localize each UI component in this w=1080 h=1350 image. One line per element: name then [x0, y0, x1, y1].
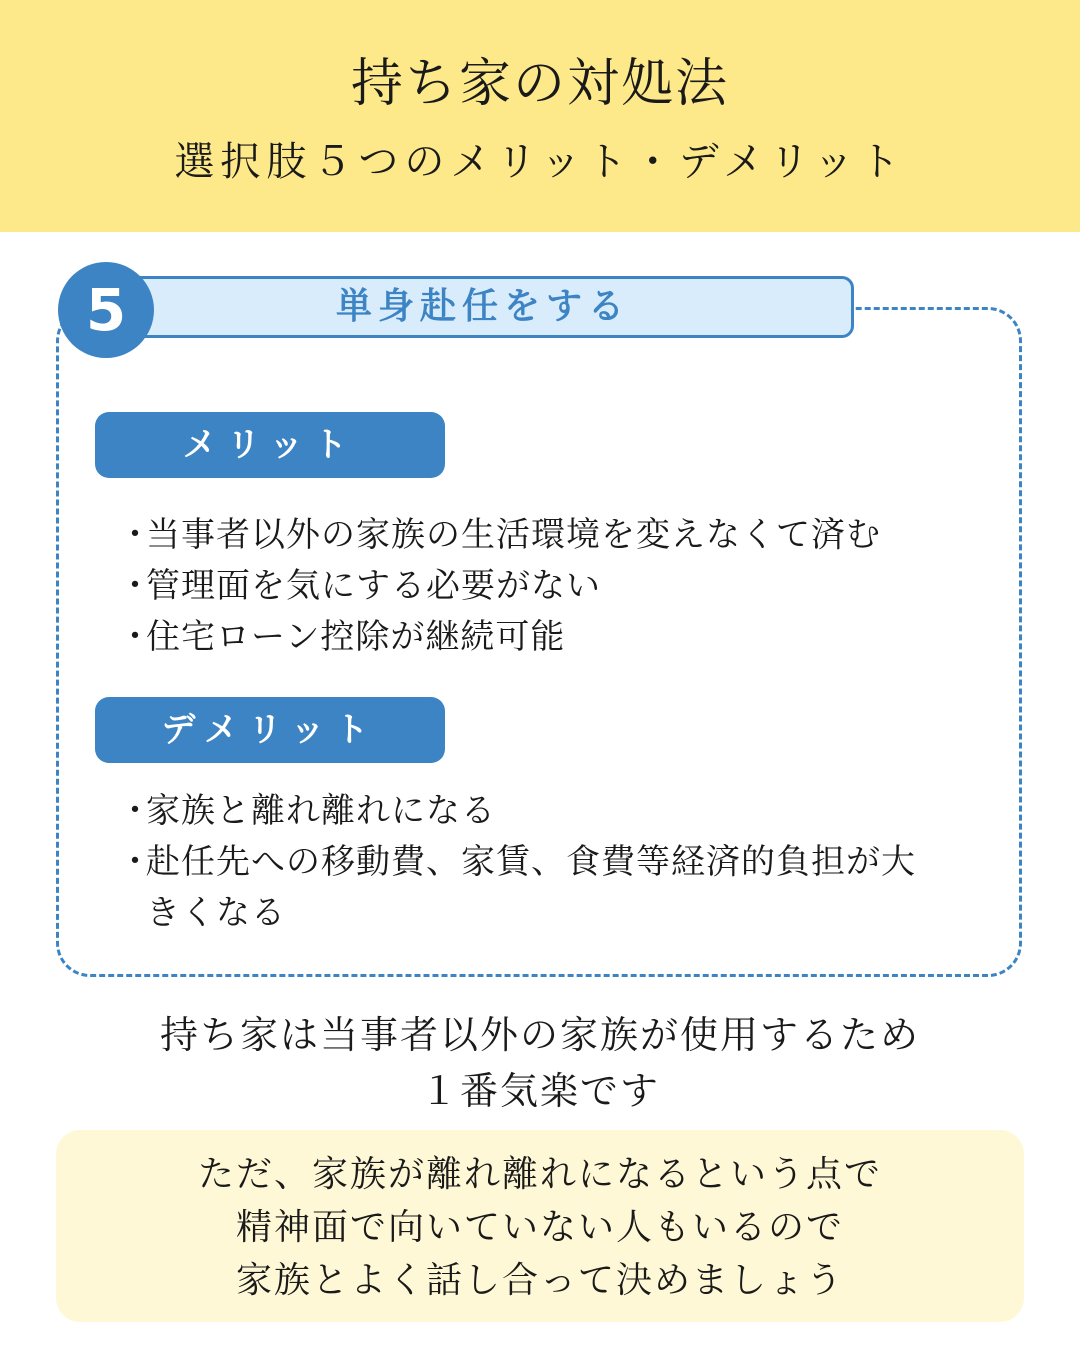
header-banner	[0, 0, 1080, 232]
note-line-1: ただ、家族が離れ離れになるという点で	[197, 1154, 882, 1195]
merit-item-3: 住宅ローン控除が継続可能	[146, 617, 566, 657]
demerit-list	[118, 786, 948, 939]
page-subtitle: 選択肢５つのメリット・デメリット	[174, 139, 906, 185]
section-title-banner	[112, 276, 854, 338]
bullet-dot: ・	[118, 515, 153, 555]
merit-label: メリット	[182, 425, 358, 465]
section-title: 単身赴任をする	[335, 286, 630, 327]
advice-note-box	[56, 1130, 1024, 1322]
list-item	[118, 786, 948, 837]
list-item	[118, 612, 948, 663]
conclusion-line-1: 持ち家は当事者以外の家族が使用するため	[159, 1013, 920, 1057]
merit-item-1: 当事者以外の家族の生活環境を変えなくて済む	[146, 515, 881, 555]
bullet-dot: ・	[118, 566, 153, 606]
demerit-item-2: 赴任先への移動費、家賃、食費等経済的負担が大きくなる	[146, 842, 916, 933]
note-line-2: 精神面で向いていない人もいるので	[235, 1207, 844, 1248]
demerit-item-1: 家族と離れ離れになる	[146, 791, 496, 831]
bullet-dot: ・	[118, 617, 153, 657]
merit-label-pill	[95, 412, 445, 478]
note-line-3: 家族とよく話し合って決めましょう	[235, 1260, 844, 1301]
bullet-dot: ・	[118, 842, 153, 882]
demerit-label: デメリット	[161, 710, 379, 750]
conclusion-line-2: １番気楽です	[419, 1069, 660, 1113]
merit-list	[118, 510, 948, 663]
advice-note-text	[56, 1148, 1024, 1307]
demerit-label-pill	[95, 697, 445, 763]
section-number-badge: 5	[58, 262, 154, 358]
list-item	[118, 837, 948, 939]
bullet-dot: ・	[118, 791, 153, 831]
list-item	[118, 561, 948, 612]
list-item	[118, 510, 948, 561]
merit-item-2: 管理面を気にする必要がない	[146, 566, 601, 606]
page-title: 持ち家の対処法	[350, 54, 729, 114]
conclusion-text	[0, 1007, 1080, 1119]
